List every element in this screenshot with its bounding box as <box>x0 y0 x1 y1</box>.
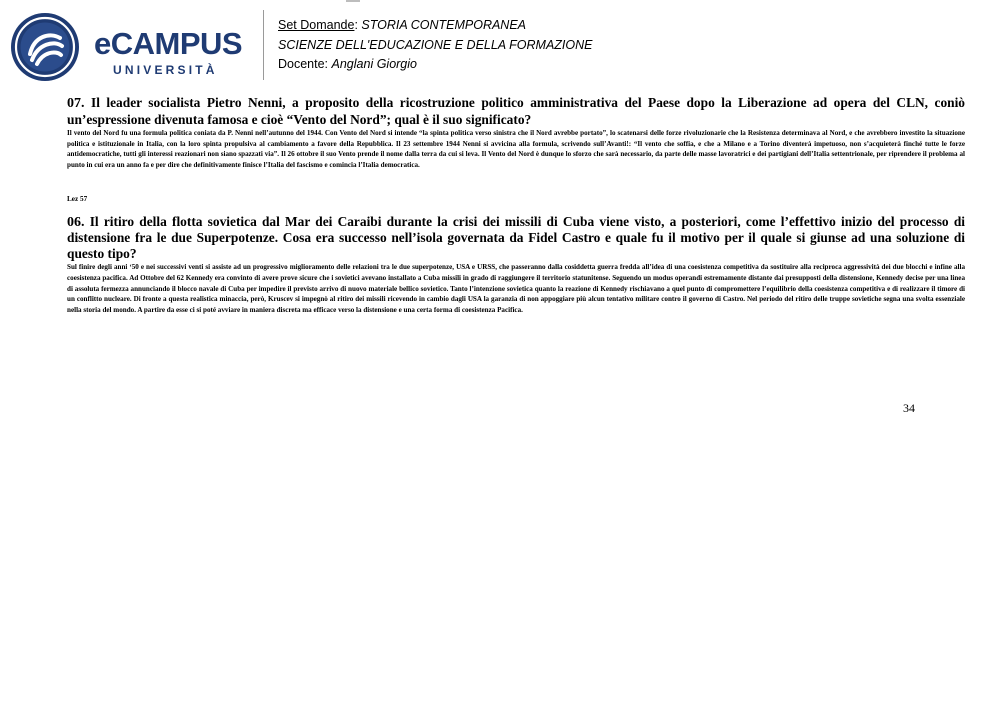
question-title <box>67 214 965 262</box>
ecampus-emblem-icon <box>10 12 80 82</box>
lesson-label: Lez 57 <box>67 194 88 203</box>
question-block <box>67 95 965 171</box>
page-top-mark <box>346 0 360 2</box>
docente-line <box>278 55 592 75</box>
question-answer: Sul finire degli anni ‘50 e nei successivi venti si assiste ad un progressivo miglioramento delle relazioni tra le due superpotenze, USA e URSS, che passeranno dalla cosiddetta guerra fredda all’idea di una coesistenza competitiva da sostituire alla reciproca aggressività dei due blocchi e infine alla coesistenza pacifica. Ad Ottobre del 62 Kennedy era convinto di avere prove sicure che i sovietici avevano installato a Cuba missili in grado di raggiungere il territorio statunitense. Seguendo un modus operandi estremamente distante dai presupposti della distensione, Kennedy decise per una linea di assoluta fermezza annunciando il blocco navale di Cuba per impedire il previsto arrivo di nuovo materiale bellico sovietico. Tanto l’intenzione sovietica quanto la reazione di Kennedy rischiavano a quel punto di compromettere l’equilibrio della coesistenza competitiva e di realizzare il timore di un conflitto nucleare. Di fronte a questa realistica minaccia, però, Kruscev si impegnò al ritiro dei missili ricevendo in cambio dagli USA la garanzia di non appoggiare più alcun tentativo militare contro il governo di Castro. Nel periodo del ritiro delle truppe sovietiche segna una svolta essenziale nella storia del mondo. A partire da esse ci si poté avviare in maniera discreta ma efficace verso la distensione e una certa forma di coesistenza Pacifica. <box>67 263 965 314</box>
course-name: STORIA CONTEMPORANEA <box>361 18 527 32</box>
logo-subtitle: UNIVERSITÀ <box>113 63 218 77</box>
question-number: 06. <box>67 214 85 230</box>
course-header <box>278 16 592 75</box>
set-domande-line <box>278 16 592 36</box>
question-answer: Il vento del Nord fu una formula politica coniata da P. Nenni nell’autunno del 1944. Con Vento del Nord si intende “la spinta politica verso sinistra che il Nord avrebbe portato”, lo scatenarsi delle forze rivoluzionarie che la Resistenza determinava al Nord, e che avrebbero investito la situazione politica e istituzionale in Italia, con la loro spinta propulsiva al cambiamento a favore della Repubblica. Il 23 settembre 1944 Nenni si avvicina alla formula, scrivendo sull’Avanti!: “Il vento che soffia, e che a Milano e a Torino diventerà impetuoso, non s’acquieterà finché tutte le forze antidemocratiche, tutti gli interessi reazionari non siano spazzati via”. Il 26 ottobre il suo Vento prende il nome dalla terra da cui si leva. Il Vento del Nord è dunque lo sforzo che sarà necessario, da parte delle masse lavoratrici e dei partigiani dell’Italia settentrionale, per riprendere il problema al punto in cui era un anno fa e per dire che definitivamente finisce l’Italia del fascismo e comincia l’Italia democratica. <box>67 129 965 169</box>
set-domande-separator: : <box>354 18 358 32</box>
question-number: 07. <box>67 96 85 111</box>
header-divider <box>263 10 264 80</box>
docente-name: Anglani Giorgio <box>331 57 417 71</box>
logo-wordmark: eCAMPUS <box>94 26 243 61</box>
docente-label: Docente: <box>278 57 329 71</box>
question-text: Il ritiro della flotta sovietica dal Mar dei Caraibi durante la crisi dei missili di Cuba viene visto, a posteriori, come l’effettivo inizio del processo di distensione fra le due Superpotenze. Cosa era successo nell’isola governata da Fidel Castro e quale fu il motivo per il quale si giunse ad una soluzione di questo tipo? <box>67 213 965 261</box>
question-text: Il leader socialista Pietro Nenni, a proposito della ricostruzione politico amministrativa del Paese dopo la Liberazione ad opera del CLN, coniò un’espressione divenuta famosa e cioè “Vento del Nord”; qual è il suo significato? <box>67 95 966 127</box>
page-number: 34 <box>903 401 915 415</box>
question-title <box>67 95 965 127</box>
question-block <box>67 214 965 316</box>
set-domande-label: Set Domande <box>278 18 355 32</box>
ecampus-logo <box>10 12 260 82</box>
questions-content <box>67 95 965 315</box>
faculty-name: SCIENZE DELL'EDUCAZIONE E DELLA FORMAZIONE <box>278 37 593 52</box>
